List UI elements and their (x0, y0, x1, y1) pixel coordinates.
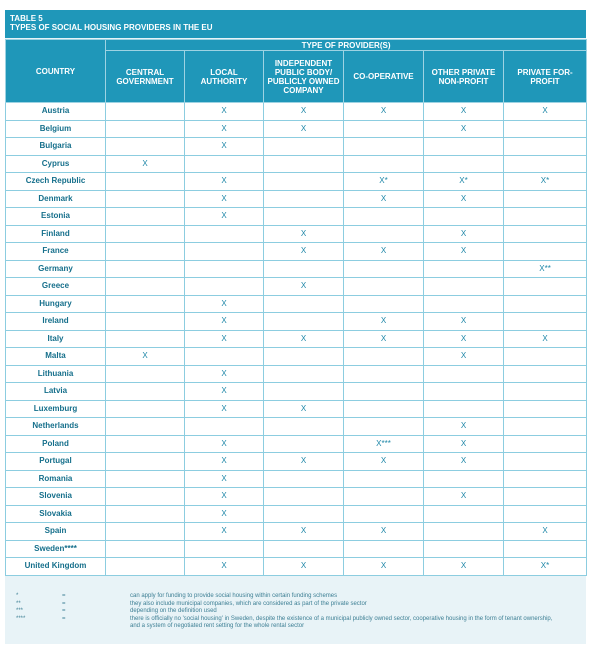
provider-cell: X (344, 190, 424, 208)
provider-cell (264, 348, 344, 366)
provider-cell (344, 138, 424, 156)
provider-cell: X (424, 103, 504, 121)
country-cell: Estonia (6, 208, 106, 226)
table-row (6, 330, 587, 348)
provider-cell: X (424, 225, 504, 243)
provider-cell (344, 155, 424, 173)
country-cell: Lithuania (6, 365, 106, 383)
provider-cell (106, 103, 185, 121)
table-row (6, 488, 587, 506)
provider-cell (106, 400, 185, 418)
table-title-band (5, 10, 586, 38)
table-row (6, 120, 587, 138)
provider-cell (504, 138, 587, 156)
table-number: TABLE 5 (10, 14, 43, 23)
country-cell: Ireland (6, 313, 106, 331)
provider-cell (264, 383, 344, 401)
provider-cell: X (185, 505, 264, 523)
provider-cell: X (264, 523, 344, 541)
table-row (6, 540, 587, 558)
provider-cell (504, 470, 587, 488)
table-row (6, 418, 587, 436)
provider-cell (504, 348, 587, 366)
provider-cell (106, 138, 185, 156)
country-cell: France (6, 243, 106, 261)
provider-cell (264, 295, 344, 313)
table-row (6, 103, 587, 121)
provider-cell (344, 295, 424, 313)
country-cell: Romania (6, 470, 106, 488)
provider-cell (424, 138, 504, 156)
provider-cell (106, 225, 185, 243)
provider-cell (424, 208, 504, 226)
footnote-row (5, 593, 586, 601)
provider-cell (264, 313, 344, 331)
country-cell: Hungary (6, 295, 106, 313)
provider-cell: X (185, 488, 264, 506)
provider-cell (344, 278, 424, 296)
provider-cell (344, 400, 424, 418)
provider-cell (185, 278, 264, 296)
provider-cell (504, 120, 587, 138)
footnote-symbol: ** (16, 600, 21, 607)
provider-cell: X (185, 173, 264, 191)
country-cell: Slovakia (6, 505, 106, 523)
provider-cell (504, 418, 587, 436)
provider-cell: X (424, 348, 504, 366)
provider-cell: X (344, 330, 424, 348)
provider-cell: X (264, 120, 344, 138)
footnote-equals (28, 623, 130, 631)
provider-cell (264, 173, 344, 191)
provider-cell: X (424, 330, 504, 348)
country-cell: Sweden**** (6, 540, 106, 558)
provider-cell (504, 400, 587, 418)
footnote-row (5, 608, 586, 616)
provider-cell (424, 523, 504, 541)
provider-cell (106, 383, 185, 401)
table-row (6, 260, 587, 278)
provider-cell (264, 155, 344, 173)
provider-cell (424, 383, 504, 401)
provider-cell (106, 558, 185, 576)
footnotes (5, 593, 586, 631)
provider-cell: X* (504, 558, 587, 576)
provider-cell (185, 418, 264, 436)
provider-cell (106, 488, 185, 506)
provider-cell: X (185, 435, 264, 453)
table-row (6, 383, 587, 401)
column-header-private-for-profit: PRIVATE FOR-PROFIT (504, 51, 587, 103)
column-header-public-body: INDEPENDENT PUBLIC BODY/ PUBLICLY OWNED COMPANY (264, 51, 344, 103)
table-row (6, 155, 587, 173)
provider-cell: X (424, 418, 504, 436)
provider-cell: X (264, 558, 344, 576)
provider-cell (504, 488, 587, 506)
footnote-row (5, 616, 586, 624)
provider-cell (264, 418, 344, 436)
provider-cell (185, 155, 264, 173)
provider-cell: X (185, 295, 264, 313)
provider-cell (504, 190, 587, 208)
provider-cell (344, 418, 424, 436)
country-cell: Cyprus (6, 155, 106, 173)
provider-cell: X (185, 208, 264, 226)
provider-cell (106, 278, 185, 296)
provider-cell: X (504, 523, 587, 541)
provider-cell (344, 260, 424, 278)
country-cell: Malta (6, 348, 106, 366)
provider-cell (424, 540, 504, 558)
provider-cell (344, 540, 424, 558)
table-row (6, 190, 587, 208)
provider-cell: X (106, 155, 185, 173)
country-cell: Italy (6, 330, 106, 348)
country-cell: United Kingdom (6, 558, 106, 576)
provider-cell: X (504, 330, 587, 348)
provider-cell: X*** (344, 435, 424, 453)
provider-cell: X (264, 225, 344, 243)
provider-cell (344, 208, 424, 226)
provider-cell (106, 243, 185, 261)
column-header-local-authority: LOCAL AUTHORITY (185, 51, 264, 103)
provider-cell: X* (344, 173, 424, 191)
column-header-other-private-non-profit: OTHER PRIVATE NON-PROFIT (424, 51, 504, 103)
footnote-equals: = (62, 608, 66, 614)
provider-cell (264, 260, 344, 278)
provider-cell: X (185, 138, 264, 156)
provider-cell: X (424, 313, 504, 331)
country-cell: Poland (6, 435, 106, 453)
provider-cell (344, 120, 424, 138)
provider-cell (264, 435, 344, 453)
table-row (6, 278, 587, 296)
country-cell: Spain (6, 523, 106, 541)
footnote-equals: = (62, 600, 66, 607)
table-document (5, 10, 586, 644)
provider-cell (264, 365, 344, 383)
provider-cell: X (185, 523, 264, 541)
provider-cell: X (185, 190, 264, 208)
provider-cell (106, 365, 185, 383)
country-cell: Finland (6, 225, 106, 243)
provider-cell: X (264, 453, 344, 471)
footnote-row (5, 601, 586, 609)
provider-cell (344, 488, 424, 506)
provider-cell (424, 505, 504, 523)
provider-cell (106, 120, 185, 138)
provider-cell: X* (504, 173, 587, 191)
table-title: TYPES OF SOCIAL HOUSING PROVIDERS IN THE EU (10, 23, 213, 32)
country-cell: Belgium (6, 120, 106, 138)
country-column-header: COUNTRY (6, 40, 106, 103)
provider-cell (344, 470, 424, 488)
footnote-row (5, 623, 586, 631)
provider-cell: X (424, 558, 504, 576)
provider-cell (504, 453, 587, 471)
provider-cell (424, 278, 504, 296)
provider-cell (106, 540, 185, 558)
table-row (6, 365, 587, 383)
provider-cell (106, 190, 185, 208)
country-cell: Portugal (6, 453, 106, 471)
provider-cell: X (185, 330, 264, 348)
provider-cell: X (344, 558, 424, 576)
country-cell: Latvia (6, 383, 106, 401)
provider-cell (504, 383, 587, 401)
provider-cell (424, 155, 504, 173)
provider-cell: X (344, 453, 424, 471)
footnote-text: depending on the definition used (130, 608, 217, 614)
provider-group-header: TYPE OF PROVIDER(S) (106, 40, 587, 51)
provider-cell: X (344, 103, 424, 121)
provider-cell (344, 505, 424, 523)
provider-cell: X (344, 313, 424, 331)
provider-cell (106, 470, 185, 488)
provider-cell (504, 313, 587, 331)
table-row (6, 225, 587, 243)
country-cell: Luxemburg (6, 400, 106, 418)
provider-cell (504, 505, 587, 523)
provider-cell (264, 470, 344, 488)
footnote-symbol (5, 623, 28, 631)
provider-cell (264, 190, 344, 208)
provider-cell (106, 435, 185, 453)
provider-cell: X (264, 103, 344, 121)
table-row (6, 348, 587, 366)
column-header-central-government: CENTRAL GOVERNMENT (106, 51, 185, 103)
provider-cell: X (185, 365, 264, 383)
table-row (6, 435, 587, 453)
country-cell: Slovenia (6, 488, 106, 506)
table-row (6, 313, 587, 331)
provider-cell: X (264, 243, 344, 261)
provider-cell (106, 313, 185, 331)
table-row (6, 208, 587, 226)
provider-cell: X (264, 278, 344, 296)
provider-cell: X (185, 558, 264, 576)
footnote-equals: = (62, 615, 66, 622)
country-cell: Germany (6, 260, 106, 278)
table-row (6, 173, 587, 191)
provider-cell (264, 138, 344, 156)
country-cell: Austria (6, 103, 106, 121)
table-row (6, 505, 587, 523)
footnote-text: can apply for funding to provide social housing within certain funding schemes (130, 593, 338, 599)
provider-cell: X (185, 453, 264, 471)
country-cell: Greece (6, 278, 106, 296)
table-row (6, 138, 587, 156)
provider-cell (264, 208, 344, 226)
footnote-text: they also include municipal companies, which are considered as part of the private sector (130, 600, 367, 607)
provider-cell: X (424, 488, 504, 506)
country-cell: Czech Republic (6, 173, 106, 191)
provider-cell (504, 278, 587, 296)
table-row (6, 558, 587, 576)
provider-cell (424, 365, 504, 383)
provider-cell: X* (424, 173, 504, 191)
table-row (6, 453, 587, 471)
column-header-co-operative: CO-OPERATIVE (344, 51, 424, 103)
footnote-equals: = (62, 593, 66, 599)
footnote-symbol: *** (16, 608, 24, 614)
provider-cell: X (424, 243, 504, 261)
provider-cell: X (185, 313, 264, 331)
footnote-text: there is officially no 'social housing' in Sweden, despite the existence of a municipal publicly owned sector, cooperative housing in the form of tenant ownership, (130, 615, 553, 622)
provider-cell (106, 295, 185, 313)
country-cell: Denmark (6, 190, 106, 208)
provider-cell (106, 208, 185, 226)
provider-cell: X (344, 523, 424, 541)
provider-cell (504, 365, 587, 383)
provider-cell (106, 330, 185, 348)
provider-cell (185, 243, 264, 261)
provider-cell (106, 418, 185, 436)
provider-cell: X (106, 348, 185, 366)
provider-cell (185, 260, 264, 278)
provider-cell (504, 295, 587, 313)
footnote-text: and a system of negotiated rent setting for the whole rental sector (130, 623, 305, 629)
provider-cell: X (185, 400, 264, 418)
table-row (6, 243, 587, 261)
table-row (6, 523, 587, 541)
provider-cell (264, 505, 344, 523)
provider-cell: X** (504, 260, 587, 278)
provider-cell (504, 155, 587, 173)
provider-cell: X (424, 120, 504, 138)
provider-cell (504, 435, 587, 453)
provider-cell (504, 225, 587, 243)
provider-cell (424, 400, 504, 418)
provider-cell (264, 540, 344, 558)
provider-cell (264, 488, 344, 506)
table-row (6, 295, 587, 313)
provider-cell (106, 173, 185, 191)
provider-cell (106, 523, 185, 541)
provider-cell (504, 540, 587, 558)
provider-cell: X (504, 103, 587, 121)
provider-cell (344, 348, 424, 366)
provider-cell: X (264, 400, 344, 418)
provider-cell (504, 208, 587, 226)
provider-cell (344, 225, 424, 243)
provider-cell: X (424, 435, 504, 453)
provider-cell (504, 243, 587, 261)
table-row (6, 400, 587, 418)
provider-cell: X (185, 120, 264, 138)
provider-cell: X (185, 103, 264, 121)
provider-cell: X (424, 190, 504, 208)
footnote-symbol: * (16, 593, 19, 599)
provider-cell (185, 348, 264, 366)
country-cell: Bulgaria (6, 138, 106, 156)
country-cell: Netherlands (6, 418, 106, 436)
provider-cell: X (185, 383, 264, 401)
provider-cell: X (185, 470, 264, 488)
provider-cell (106, 505, 185, 523)
provider-cell (185, 225, 264, 243)
provider-cell: X (344, 243, 424, 261)
provider-cell (344, 365, 424, 383)
provider-cell (424, 470, 504, 488)
provider-cell: X (424, 453, 504, 471)
provider-cell (424, 260, 504, 278)
provider-cell: X (264, 330, 344, 348)
provider-cell (106, 260, 185, 278)
table-row (6, 470, 587, 488)
provider-cell (106, 453, 185, 471)
table-body (6, 103, 587, 576)
providers-table (5, 39, 587, 576)
provider-cell (185, 540, 264, 558)
footnote-symbol: **** (16, 615, 26, 622)
provider-cell (344, 383, 424, 401)
provider-cell (424, 295, 504, 313)
